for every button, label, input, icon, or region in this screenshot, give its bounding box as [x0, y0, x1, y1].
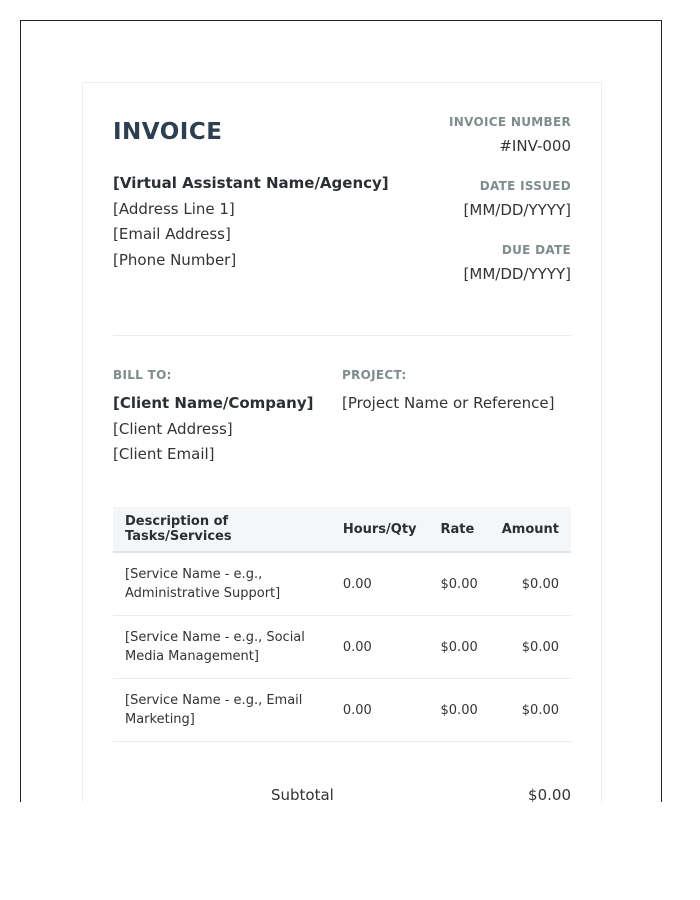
line-items-table: [113, 507, 571, 742]
date-issued-label: DATE ISSUED: [479, 179, 571, 193]
client-email: [Client Email]: [113, 445, 215, 463]
invoice-page: [82, 82, 602, 802]
table-header-row: [113, 507, 571, 552]
invoice-title: INVOICE: [113, 119, 223, 145]
header-hours-qty: Hours/Qty: [331, 507, 429, 552]
sender-info: [113, 171, 389, 273]
client-name: [Client Name/Company]: [113, 394, 314, 412]
row-description: [Service Name - e.g., Administrative Support]: [113, 552, 331, 616]
row-rate: $0.00: [429, 552, 490, 616]
header-description: Description of Tasks/Services: [113, 507, 331, 552]
project-section: [342, 368, 571, 417]
invoice-meta: [449, 115, 571, 307]
row-rate: $0.00: [429, 616, 490, 679]
date-issued-value: [MM/DD/YYYY]: [463, 201, 571, 219]
sender-address: [Address Line 1]: [113, 199, 235, 218]
header-divider: [113, 335, 571, 336]
sender-name: [Virtual Assistant Name/Agency]: [113, 174, 389, 192]
project-value: [Project Name or Reference]: [342, 394, 555, 412]
project-label: PROJECT:: [342, 368, 407, 382]
subtotal-label: Subtotal: [271, 786, 334, 802]
sender-phone: [Phone Number]: [113, 250, 237, 269]
date-issued-item: [449, 179, 571, 219]
row-rate: $0.00: [429, 679, 490, 742]
row-qty: 0.00: [331, 616, 429, 679]
row-qty: 0.00: [331, 552, 429, 616]
header-amount: Amount: [490, 507, 571, 552]
document-viewer[interactable]: [20, 20, 662, 802]
row-description: [Service Name - e.g., Email Marketing]: [113, 679, 331, 742]
due-date-label: DUE DATE: [501, 243, 571, 257]
row-description: [Service Name - e.g., Social Media Management]: [113, 616, 331, 679]
table-row: [113, 679, 571, 742]
subtotal-value: $0.00: [528, 786, 571, 802]
client-address: [Client Address]: [113, 419, 233, 438]
table-row: [113, 552, 571, 616]
row-qty: 0.00: [331, 679, 429, 742]
invoice-number-item: [449, 115, 571, 155]
sender-email: [Email Address]: [113, 225, 231, 243]
bill-to-label: BILL TO:: [113, 368, 172, 382]
invoice-number-label: INVOICE NUMBER: [449, 115, 571, 129]
header-rate: Rate: [429, 507, 490, 552]
row-amount: $0.00: [490, 552, 571, 616]
table-row: [113, 616, 571, 679]
due-date-value: [MM/DD/YYYY]: [463, 265, 571, 283]
invoice-number-value: #INV-000: [499, 137, 571, 155]
due-date-item: [449, 243, 571, 283]
bill-to-section: [113, 368, 333, 468]
row-amount: $0.00: [490, 679, 571, 742]
row-amount: $0.00: [490, 616, 571, 679]
